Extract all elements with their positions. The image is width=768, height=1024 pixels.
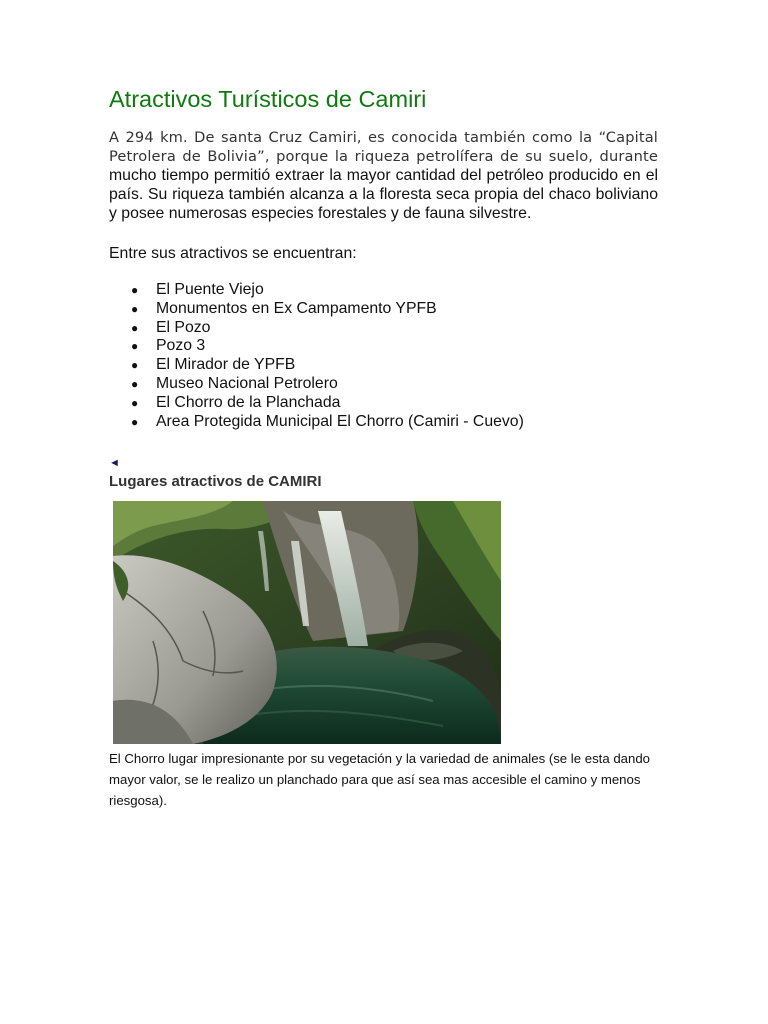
bullet-icon: ●	[131, 414, 139, 429]
list-item-label: El Chorro de la Planchada	[156, 393, 341, 411]
list-item-label: Area Protegida Municipal El Chorro (Camiri - Cuevo)	[156, 412, 524, 430]
back-arrow-icon[interactable]: ◄	[109, 457, 120, 470]
bullet-icon: ●	[131, 339, 139, 354]
list-item-label: El Puente Viejo	[156, 281, 264, 298]
list-item	[109, 375, 658, 394]
attractions-list	[109, 281, 658, 431]
list-item-label: Pozo 3	[156, 337, 206, 355]
list-item-label: Museo Nacional Petrolero	[156, 374, 338, 392]
photo-caption: El Chorro lugar impresionante por su vegetación y la variedad de animales (se le esta dando mayor valor, se le realizo un planchado para que así sea mas accesible el camino y menos riesgosa).	[109, 751, 650, 808]
bullet-icon: ●	[131, 358, 139, 373]
bullet-icon: ●	[131, 376, 139, 391]
list-item	[109, 356, 658, 375]
list-item	[109, 300, 658, 319]
bullet-icon: ●	[131, 283, 139, 297]
bullet-icon: ●	[131, 301, 139, 316]
list-item	[109, 413, 658, 432]
bullet-icon: ●	[131, 320, 139, 335]
section-heading: Lugares atractivos de CAMIRI	[109, 473, 322, 491]
document-body	[109, 84, 658, 491]
intro-text-part2: mucho tiempo permitió extraer la mayor cantidad del petróleo producido en el país. Su riqueza también alcanza a la floresta seca propia del chaco boliviano y posee numerosas especies forestales y de fauna silvestre.	[109, 167, 658, 222]
intro-text-part1: A 294 km. De santa Cruz Camiri, es conocida también como la “Capital Petrolera de Bolivia”, porque la riqueza petrolífera de su suelo, durante	[109, 129, 658, 165]
list-item	[109, 281, 658, 300]
page-title: Atractivos Turísticos de Camiri	[109, 86, 427, 112]
list-item-label: Monumentos en Ex Campamento YPFB	[156, 299, 437, 317]
list-item	[109, 337, 658, 356]
list-item-label: El Pozo	[156, 318, 211, 336]
list-item	[109, 394, 658, 413]
intro-paragraph	[109, 128, 658, 223]
attractions-intro: Entre sus atractivos se encuentran:	[109, 245, 357, 262]
bullet-icon: ●	[131, 395, 139, 410]
waterfall-photo	[113, 501, 501, 744]
list-item	[109, 319, 658, 338]
list-item-label: El Mirador de YPFB	[156, 356, 296, 374]
